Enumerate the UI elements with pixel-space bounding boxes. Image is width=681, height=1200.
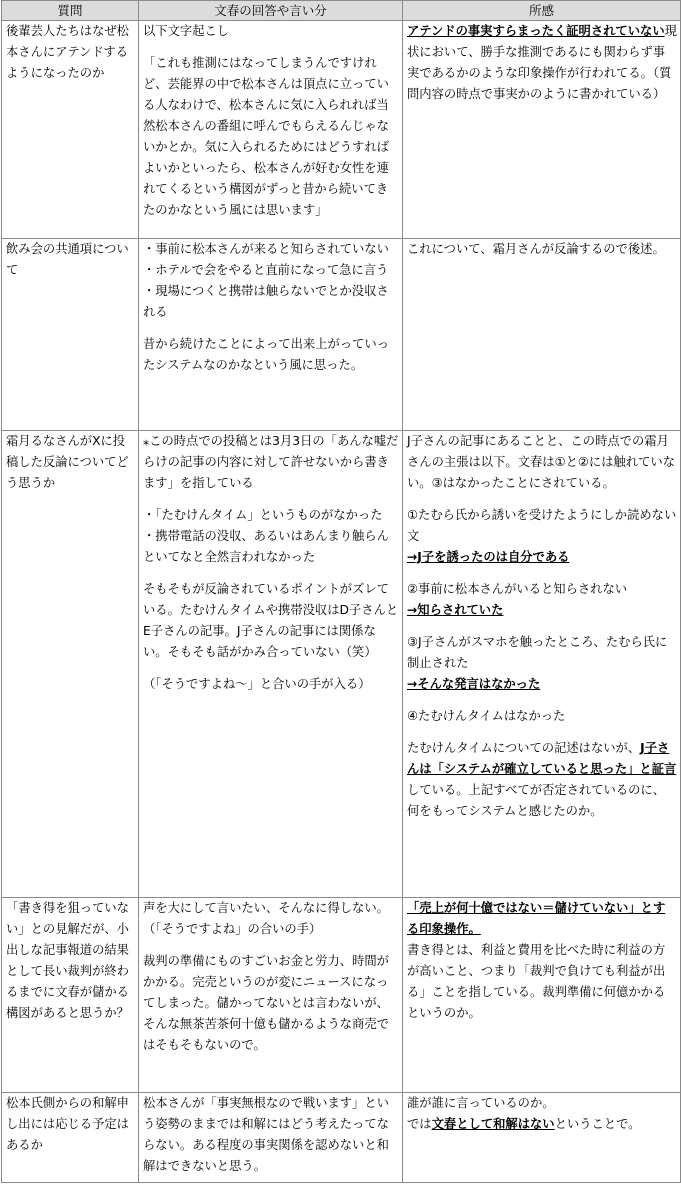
comment-text: 誰が誰に言っているのか。	[407, 1096, 555, 1110]
table-row	[2, 1093, 681, 1183]
comment-emphasis: 「売上が何十億ではない＝儲けていない」とする印象操作。	[407, 901, 666, 936]
comment-cell	[403, 898, 681, 1093]
answer-list-item: ・「たむけんタイム」というものがなかった	[143, 508, 383, 522]
comparison-table	[1, 0, 681, 1183]
header-comment: 所感	[403, 1, 681, 21]
answer-note: ⁎この時点での投稿とは3月3日の「あんな嘘だらけの記事の内容に対して許せないから書きます」を指している	[143, 434, 399, 490]
comment-claim: ④たむけんタイムはなかった	[407, 709, 566, 723]
comment-text-part: している。上記すべてが否定されているのに、何をもってシステムと感じたのか。	[407, 783, 665, 818]
answer-text: そもそもが反論されているポイントがズレている。たむけんタイムや携帯没収はD子さんとE子さんの記事。J子さんの記事には関係ない。そもそも話がかみ合っていない（笑）	[143, 582, 399, 659]
comment-rebuttal: →そんな発言はなかった	[407, 677, 541, 691]
answer-cell	[139, 898, 403, 1093]
comment-cell: これについて、霜月さんが反論するので後述。	[403, 239, 681, 431]
comment-text-part: では	[407, 1117, 432, 1131]
table-row	[2, 431, 681, 898]
comment-claim: ①たむら氏から誘いを受けたようにしか読めない文	[407, 508, 677, 543]
comment-text	[407, 1114, 677, 1135]
table-row	[2, 898, 681, 1093]
answer-list-item: ・携帯電話の没収、あるいはあんまり触らんといてなと全然言われなかった	[143, 529, 389, 564]
comment-text: 書き得とは、利益と費用を比べた時に利益の方が高いこと、つまり「裁判で負けても利益が出る」ことを指している。裁判準備に何億かかるというのか。	[407, 943, 666, 1020]
answer-list-item: ・事前に松本さんが来ると知らされていない	[143, 242, 389, 256]
answer-cell	[139, 21, 403, 239]
header-row	[2, 1, 681, 21]
answer-text: 裁判の準備にものすごいお金と労力、時間がかかる。完売というのが変にニュースになってしまった。儲かってないとは言わないが、そんな無茶苦茶何十億も儲かるような商売ではそもそもないので。	[143, 954, 389, 1052]
comment-text: J子さんの記事にあることと、この時点での霜月さんの主張は以下。文春は①と②には触れていない。③はなかったことにされている。	[407, 434, 675, 490]
answer-list-item: ・現場につくと携帯は触らないでとか没収される	[143, 284, 389, 319]
comment-emphasis: アテンドの事実すらまったく証明されていない	[407, 24, 665, 38]
question-cell: 飲み会の共通項について	[2, 239, 139, 431]
answer-cell	[139, 239, 403, 431]
comment-cell	[403, 431, 681, 898]
comment-text: 現状において、勝手な推測であるにも関わらず事実であるかのような印象操作が行われてる。（質問内容の時点で事実かのように書かれている）	[407, 24, 677, 101]
comment-emphasis: 文春として和解はない	[431, 1117, 555, 1131]
answer-cell: 松本さんが「事実無根なので戦います」という姿勢のままでは和解にはどう考えたってならない。ある程度の事実関係を認めないと和解はできないと思う。	[139, 1093, 403, 1183]
answer-cell	[139, 431, 403, 898]
comment-rebuttal: →知らされていた	[407, 603, 504, 617]
comment-claim: ③J子さんがスマホを触ったところ、たむら氏に制止された	[407, 635, 668, 670]
table-row	[2, 239, 681, 431]
comment-cell	[403, 21, 681, 239]
comment-cell	[403, 1093, 681, 1183]
comment-claim: ②事前に松本さんがいると知らされない	[407, 582, 628, 596]
comment-rebuttal: →J子を誘ったのは自分である	[407, 550, 570, 564]
answer-text: 声を大にして言いたい、そんなに得しない。	[143, 901, 389, 915]
comment-text-part: たむけんタイムについての記述はないが、	[407, 741, 641, 755]
question-cell: 霜月るなさんがXに投稿した反論についてどう思うか	[2, 431, 139, 898]
table-row	[2, 21, 681, 239]
header-answer: 文春の回答や言い分	[139, 1, 403, 21]
comment-text-part: ということで。	[554, 1117, 641, 1131]
header-question: 質問	[2, 1, 139, 21]
question-cell: 「書き得を狙っていない」との見解だが、小出しな記事報道の結果として長い裁判が終わるまでに文春が儲かる構図があると思うか？	[2, 898, 139, 1093]
answer-text: 昔から続けたことによって出来上がっていったシステムなのかなという風に思った。	[143, 337, 389, 372]
answer-text: （「そうですよね〜」と合いの手が入る）	[143, 677, 371, 691]
comment-text	[407, 738, 677, 822]
question-cell: 後輩芸人たちはなぜ松本さんにアテンドするようになったのか	[2, 21, 139, 239]
answer-text: 以下文字起こし	[143, 24, 230, 38]
answer-list-item: ・ホテルで会をやると直前になって急に言う	[143, 263, 389, 277]
answer-text: 「これも推測にはなってしまうんですけれど、芸能界の中で松本さんは頂点に立っている人なわけで、松本さんに気に入られれば当然松本さんの番組に呼んでもらえるんじゃないかとか。気に入られるためにはどうすればよいかといったら、松本さんが好む女性を連れてくるという構図がずっと昔から続いてきたのかなという風には思います」	[143, 56, 389, 217]
comment-emphasis: J子さんは「システムが確立していると思った」と証言	[407, 741, 677, 776]
answer-text: （「そうですよね」の合いの手）	[143, 922, 322, 936]
question-cell: 松本氏側からの和解申し出には応じる予定はあるか	[2, 1093, 139, 1183]
